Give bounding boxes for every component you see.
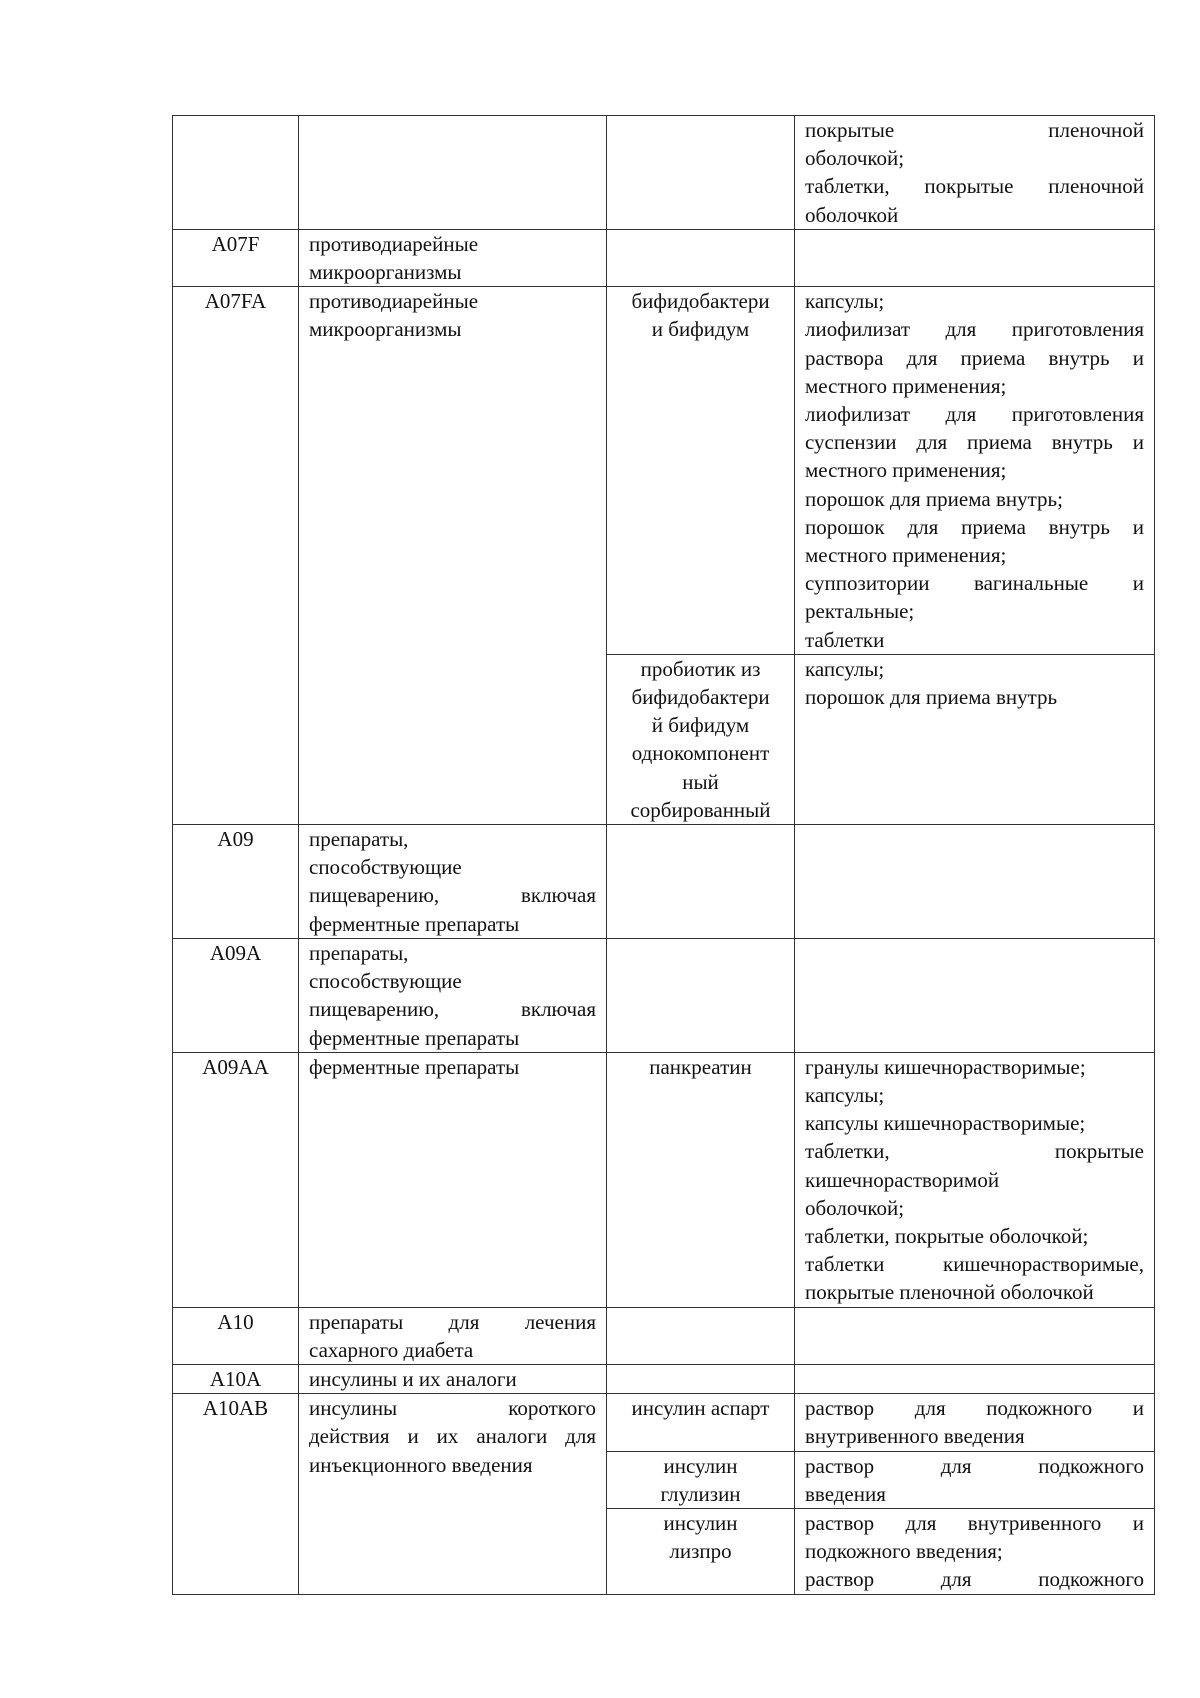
drug-name-cell (607, 1364, 795, 1393)
dosage-form-line: таблетки (805, 627, 885, 652)
dosage-form-line: оболочкой; (805, 146, 905, 171)
group-text-line: сахарного диабета (309, 1337, 474, 1362)
drug-name-cell (607, 1394, 795, 1451)
table-row (173, 1364, 1155, 1393)
dosage-forms-cell (795, 1451, 1155, 1508)
group-text-line: ферментные препараты (309, 1054, 520, 1079)
group-text-line: способствующие (309, 969, 462, 994)
dosage-forms-cell (795, 1052, 1155, 1307)
group-text-line: противодиарейные (309, 231, 479, 256)
atc-code-cell: A09 (173, 825, 299, 939)
anatomical-group-cell (299, 1307, 607, 1364)
atc-code-cell: A10 (173, 1307, 299, 1364)
drug-name-cell (607, 1508, 795, 1594)
drug-name-line: пробиотик из (640, 656, 761, 681)
table-row (173, 1307, 1155, 1364)
dosage-form-line: таблетки, покрытые пленочной (805, 174, 1144, 199)
atc-code-cell: A09AA (173, 1052, 299, 1307)
group-text-line: микроорганизмы (309, 260, 462, 285)
group-text-line: действия и их аналоги для (309, 1424, 596, 1449)
dosage-forms-cell (795, 1307, 1155, 1364)
group-text-line: препараты для лечения (309, 1309, 596, 1334)
drug-name-cell (607, 1307, 795, 1364)
anatomical-group-cell (299, 229, 607, 286)
dosage-form-line: гранулы кишечнорастворимые; (805, 1054, 1086, 1079)
group-text-line: инъекционного введения (309, 1452, 533, 1477)
dosage-forms-cell (795, 229, 1155, 286)
table-row (173, 229, 1155, 286)
anatomical-group-cell (299, 1052, 607, 1307)
anatomical-group-cell (299, 1394, 607, 1594)
dosage-form-line: местного применения; (805, 373, 1007, 398)
group-text-line: препараты, (309, 940, 409, 965)
drug-name-cell (607, 116, 795, 230)
group-text-line: пищеварению, включая (309, 997, 596, 1022)
dosage-form-line: оболочкой; (805, 1195, 905, 1220)
group-text-line: инсулины короткого (309, 1396, 596, 1421)
dosage-form-line: порошок для приема внутрь (805, 685, 1058, 710)
drug-name-line: сорбированный (630, 797, 771, 822)
group-text-line: микроорганизмы (309, 317, 462, 342)
drug-name-line: однокомпонент (631, 741, 770, 766)
drug-name-line: панкреатин (649, 1054, 752, 1079)
dosage-forms-cell (795, 1508, 1155, 1594)
drug-name-line: глулизин (660, 1481, 741, 1506)
dosage-forms-cell (795, 825, 1155, 939)
drug-name-line: бифидобактери (631, 289, 770, 314)
group-text-line: пищеварению, включая (309, 883, 596, 908)
drug-name-cell (607, 229, 795, 286)
atc-code-cell: A10A (173, 1364, 299, 1393)
drug-name-line: инсулин (663, 1453, 738, 1478)
dosage-form-line: капсулы; (805, 656, 885, 681)
anatomical-group-cell (299, 825, 607, 939)
group-text-line: ферментные препараты (309, 1025, 520, 1050)
drug-name-line: лизпро (669, 1539, 732, 1564)
atc-code-cell: A10AB (173, 1394, 299, 1594)
anatomical-group-cell (299, 287, 607, 825)
atc-code-cell (173, 116, 299, 230)
drug-name-cell (607, 1052, 795, 1307)
dosage-form-line: лиофилизат для приготовления (805, 317, 1144, 342)
atc-code-cell: A07FA (173, 287, 299, 825)
drug-name-line: инсулин аспарт (631, 1396, 770, 1421)
dosage-form-line: раствор для подкожного (805, 1567, 1144, 1592)
dosage-form-line: введения (805, 1481, 886, 1506)
dosage-form-line: внутривенного введения (805, 1424, 1025, 1449)
drug-name-line: бифидобактери (631, 685, 770, 710)
dosage-form-line: таблетки, покрытые оболочкой; (805, 1223, 1089, 1248)
dosage-form-line: покрытые пленочной оболочкой (805, 1280, 1094, 1305)
group-text-line: инсулины и их аналоги (309, 1366, 517, 1391)
dosage-form-line: лиофилизат для приготовления (805, 402, 1144, 427)
group-text-line: препараты, (309, 827, 409, 852)
dosage-form-line: ректальные; (805, 599, 915, 624)
dosage-form-line: раствор для подкожного (805, 1453, 1144, 1478)
dosage-form-line: порошок для приема внутрь; (805, 486, 1063, 511)
table-row (173, 116, 1155, 230)
table-row (173, 825, 1155, 939)
dosage-form-line: раствор для внутривенного и (805, 1510, 1144, 1535)
dosage-forms-cell (795, 116, 1155, 230)
dosage-form-line: суспензии для приема внутрь и (805, 430, 1144, 455)
table-row (173, 1394, 1155, 1451)
drug-name-line: и бифидум (651, 317, 750, 342)
dosage-form-line: капсулы; (805, 289, 885, 314)
drug-name-cell (607, 825, 795, 939)
anatomical-group-cell (299, 1364, 607, 1393)
drug-name-line: ный (682, 769, 719, 794)
drug-name-cell (607, 938, 795, 1052)
dosage-form-line: таблетки, покрытые (805, 1139, 1144, 1164)
dosage-forms-cell (795, 654, 1155, 824)
drug-name-cell (607, 654, 795, 824)
dosage-form-line: оболочкой (805, 202, 899, 227)
dosage-forms-cell (795, 287, 1155, 655)
table-row (173, 1052, 1155, 1307)
dosage-forms-cell (795, 938, 1155, 1052)
dosage-form-line: покрытые пленочной (805, 118, 1144, 142)
dosage-form-line: таблетки кишечнорастворимые, (805, 1252, 1144, 1277)
dosage-forms-cell (795, 1364, 1155, 1393)
dosage-form-line: местного применения; (805, 543, 1007, 568)
group-text-line: ферментные препараты (309, 911, 520, 936)
drug-name-line: инсулин (663, 1510, 738, 1535)
dosage-form-line: раствор для подкожного и (805, 1396, 1144, 1421)
dosage-form-line: кишечнорастворимой (805, 1167, 1000, 1192)
dosage-form-line: раствора для приема внутрь и (805, 345, 1144, 370)
dosage-form-line: капсулы; (805, 1082, 885, 1107)
drug-name-cell (607, 1451, 795, 1508)
anatomical-group-cell (299, 116, 607, 230)
atc-code-cell: A07F (173, 229, 299, 286)
table-row (173, 287, 1155, 655)
group-text-line: противодиарейные (309, 289, 479, 314)
table-row (173, 938, 1155, 1052)
medication-table (172, 115, 1155, 1595)
group-text-line: способствующие (309, 855, 462, 880)
drug-name-line: й бифидум (651, 713, 750, 738)
atc-code-cell: A09A (173, 938, 299, 1052)
anatomical-group-cell (299, 938, 607, 1052)
drug-name-cell (607, 287, 795, 655)
dosage-form-line: капсулы кишечнорастворимые; (805, 1111, 1086, 1136)
dosage-form-line: суппозитории вагинальные и (805, 571, 1144, 596)
table-body (173, 116, 1155, 1595)
dosage-forms-cell (795, 1394, 1155, 1451)
dosage-form-line: порошок для приема внутрь и (805, 514, 1144, 539)
dosage-form-line: подкожного введения; (805, 1539, 1003, 1564)
dosage-form-line: местного применения; (805, 458, 1007, 483)
